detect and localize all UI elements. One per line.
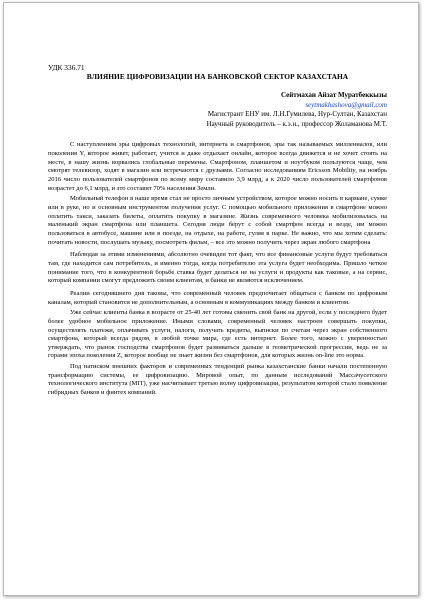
paragraph-5: Уже сейчас клиенты банка в возрасте от 25-40 лет готовы сменить свой банк на другой, если у последнего будет более удобное мобильное приложение. Иными словами, современный человек настроен совершать покупки, осуществлять платежи, оплачивать услуги, налоги, получать кредиты, выписки по счетам через экран собственного смартфона, который всегда рядом, в любой точке мира, где есть интернет. Более того, можно с уверенностью утверждать, что рынок господства смартфонов будет развиваться дальше в геометрической прогрессии, ведь не за горами эпоха поколения Z, которое вообще не знает жизни без смартфонов, для которых жизнь on-line это норма. [48,309,387,360]
udk-code: УДК 336.71 [48,63,85,72]
author-supervisor: Научный руководитель – к.э.н., профессор Жоламанова М.Т. [206,119,387,128]
author-email[interactable]: seytmakhashova@gmail.com [305,100,387,109]
document-content [48,63,387,400]
author-block [48,91,387,129]
author-name: Сейтмахан Айзат Муратбеккызы [280,91,387,99]
paragraph-4: Реалии сегодняшнего дня таковы, что современный человек предпочитает общаться с банком по цифровым каналам, который становится не дополнительным, а основным в коммуникациях между банком и клиентом. [48,289,387,306]
article-title: ВЛИЯНИЕ ЦИФРОВИЗАЦИИ НА БАНКОВСКОЙ СЕКТОР КАЗАХСТАНА [86,72,349,81]
paragraph-6: Под натиском внешних факторов и современных тенденций рынка казахстанские банки начали постепенную трансформацию системы, ее цифровизацию. Мировой опыт, по данным исследований Массачусетского технологического института (MIT), уже насчитывает третью волну цифровизации, результатом которой стало появление гибридных банков и финтех компаний. [48,363,387,397]
paragraph-2: Мобильный телефон в наше время стал не просто личным устройством, которое можно носить в кармане, сумке или в руке, но и основным инструментом получения услуг. С помощью мобильного приложения в смартфоне можно оплатить такси, заказать билеты, оплатить покупку в магазине. Жизнь современного человека мобилизовалась на маленький экран смартфона или планшета. Сегодня люди берут с собой смартфон всегда и везде, им можно пользоваться в автобусе, машине или в поезде, на отдыхе, на работе, гуляя в парке. Не важно, что мы хотим сделать: почитать новости, послушать музыку, посмотреть фильм, – все это можно получить через экран любого смартфона [48,195,387,246]
paragraph-3: Наблюдая за этими изменениями, абсолютно очевиден тот факт, что все финансовые услуги будут требоваться там, где находится сам потребитель, и именно тогда, когда потребителю эта услуга будет необходима. Пришло четкое понимание того, что в конкурентной борьбе ставка будет делаться не на услуги и продукты как таковые, а на сервис, который компании смогут предложить своим клиентам, и банки не являются исключением. [48,251,387,285]
paragraph-1: С наступлением эры цифровых технологий, интернета и смартфонов, эры так называемых миллениалов, или поколения Y, которое живет, работает, учится и даже отдыхает онлайн, которое всегда движется и не хочет стоять на месте, в нашу жизнь ворвались глобальные перемены. Смартфоном, планшетом и ноутбуком пользуются чаще, чем смотрят телевизор, ходят в магазин или встречаются с друзьями. Согласно исследованиям Ericsson Mobility, на ноябрь 2016 число пользователей смартфонов по всему миру составило 3,9 млрд, а к 2020 число пользователей смартфонов возрастет до 6,1 млрд, и это составит 70% населения Земли. [48,141,387,192]
author-position: Магистрант ЕНУ им. Л.Н.Гумилева, Нур-Султан, Казахстан [207,110,387,119]
document-page [3,2,419,596]
